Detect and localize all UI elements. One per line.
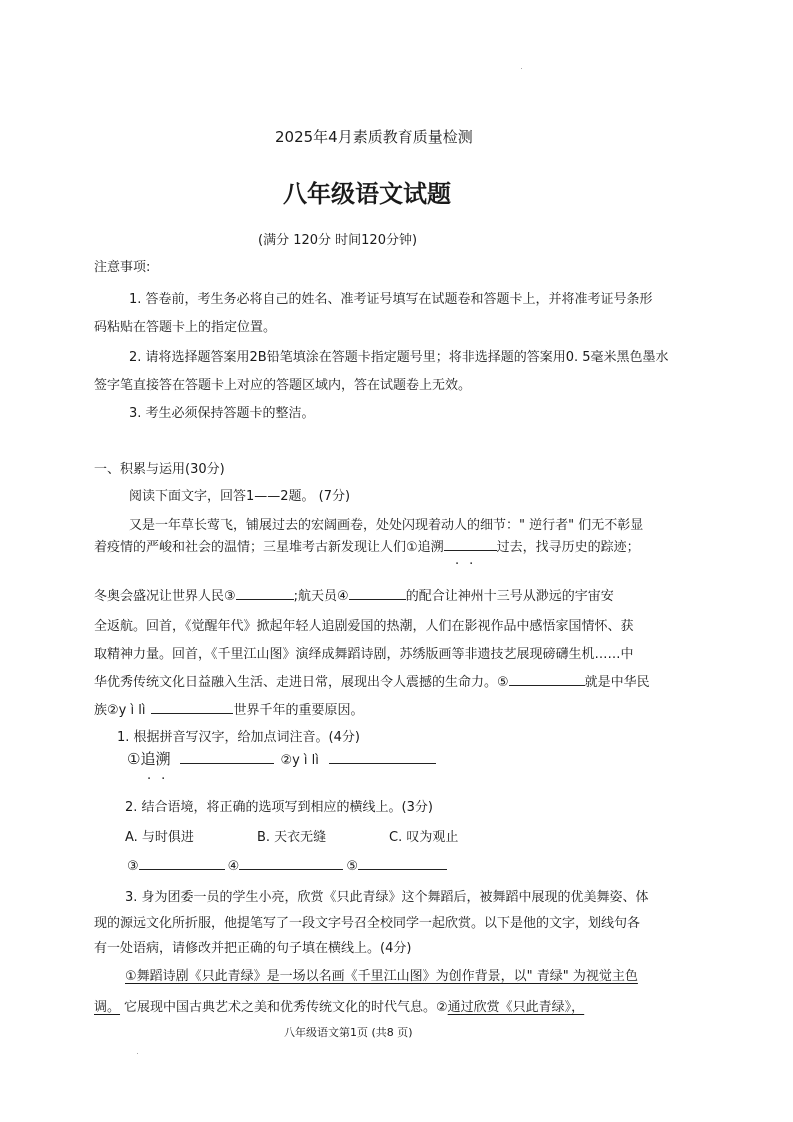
page-title: 八年级语文试题	[283, 180, 451, 208]
underlined-sentence-1-end: 调。	[94, 1000, 121, 1015]
passage-line-2	[94, 536, 640, 555]
question-1-item-2: ②y ì lì	[280, 753, 319, 768]
option-b: B. 天衣无缝	[257, 830, 327, 845]
notes-heading: 注意事项:	[94, 260, 151, 275]
answer-blank[interactable]	[239, 857, 343, 870]
emphasis-dots: ··	[147, 772, 176, 787]
question-3-line-5	[94, 996, 584, 1015]
answer-blank[interactable]	[139, 857, 225, 870]
question-1-prompt: 1. 根据拼音写汉字，给加点词注音。(4分)	[117, 730, 360, 745]
scan-speck	[137, 1053, 138, 1054]
blank-line	[151, 701, 233, 714]
question-3-line-1: 3. 身为团委一员的学生小亮，欣赏《只此青绿》这个舞蹈后，被舞蹈中展现的优美舞姿、体	[125, 890, 649, 905]
question-1-item-1: ①追溯	[127, 750, 171, 768]
note-2-line-1: 2. 请将选择题答案用2B铅笔填涂在答题卡指定题号里；将非选择题的答案用0. 5毫米黑色墨水	[129, 350, 669, 365]
sentence-body: 它展现中国古典艺术之美和优秀传统文化的时代气息。②	[124, 1000, 448, 1015]
question-2-prompt: 2. 结合语境，将正确的选项写到相应的横线上。(3分)	[125, 800, 433, 815]
answer-blank[interactable]	[329, 751, 436, 764]
scan-speck	[521, 68, 522, 69]
passage-line-7-start: 族②y ì lì	[94, 703, 146, 718]
note-2-line-2: 签字笔直接答在答题卡上对应的答题区域内，答在试题卷上无效。	[94, 378, 472, 393]
underlined-sentence-1: ①舞蹈诗剧《只此青绿》是一场以名画《千里江山图》为创作背景，以" 青绿" 为视觉主色	[125, 969, 638, 984]
blank-line	[349, 587, 406, 600]
passage-line-7	[94, 699, 363, 718]
passage-line-4: 全返航。回首，《觉醒年代》掀起年轻人追剧爱国的热潮，人们在影视作品中感悟家国情怀、获	[94, 619, 634, 634]
blank-line	[509, 673, 585, 686]
passage-line-2-end: 过去，找寻历史的踪迹；	[496, 540, 640, 555]
question-1-items	[127, 748, 436, 769]
passage-line-7-end: 世界千年的重要原因。	[233, 703, 364, 718]
underlined-sentence-2: 通过欣赏《只此青绿》，	[447, 1000, 585, 1015]
blank-label-3: ③	[127, 859, 139, 874]
blank-label-5: ⑤	[346, 859, 358, 874]
blank-label-4: ④	[227, 859, 240, 874]
answer-blank[interactable]	[358, 857, 447, 870]
passage-line-3-mid: ;航天员④	[293, 589, 349, 604]
note-1-line-2: 码粘贴在答题卡上的指定位置。	[94, 320, 277, 335]
passage-line-3-start: 冬奥会盛况让世界人民③	[94, 589, 236, 604]
question-3-line-2: 现的源远文化所折服，他提笔写了一段文字号召全校同学一起欣赏。以下是他的文字，划线句各	[94, 916, 641, 931]
blank-line	[444, 538, 497, 551]
passage-line-3-end: 的配合让神州十三号从渺远的宇宙安	[405, 589, 614, 604]
passage-line-6-end: 就是中华民	[584, 675, 650, 690]
emphasis-dots: ··	[455, 557, 484, 572]
passage-line-5: 取精神力量。回首，《千里江山图》演绎成舞蹈诗剧，苏绣版画等非遗技艺展现磅礴生机……中	[94, 647, 634, 662]
note-3: 3. 考生必须保持答题卡的整洁。	[129, 406, 315, 421]
option-c: C. 叹为观止	[389, 830, 459, 845]
passage-line-6-start: 华优秀传统文化日益融入生活、走进日常，展现出令人震撼的生命力。⑤	[94, 675, 509, 690]
page-footer: 八年级语文第1页 (共8 页)	[284, 1026, 413, 1039]
blank-line	[236, 587, 294, 600]
passage-line-3	[94, 585, 614, 604]
exam-title: 2025年4月素质教育质量检测	[275, 128, 473, 146]
question-2-blanks	[127, 857, 447, 874]
score-time-info: (满分 120分 时间120分钟)	[258, 233, 418, 248]
passage-line-2-start: 着疫情的严峻和社会的温情；三星堆考古新发现让人们①追溯	[94, 540, 444, 555]
option-a: A. 与时俱进	[125, 830, 194, 845]
passage-line-1: 又是一年草长莺飞，铺展过去的宏阔画卷，处处闪现着动人的细节：" 逆行者" 们无不彰显	[129, 518, 644, 533]
answer-blank[interactable]	[180, 751, 274, 764]
question-3-line-3: 有一处语病，请修改并把正确的句子填在横线上。(4分)	[94, 941, 412, 956]
section-heading: 一、积累与运用(30分)	[94, 462, 225, 477]
passage-instruction: 阅读下面文字，回答1——2题。 (7分)	[129, 489, 351, 504]
note-1-line-1: 1. 答卷前，考生务必将自己的姓名、准考证号填写在试题卷和答题卡上，并将准考证号条形	[129, 292, 653, 307]
passage-line-6	[94, 671, 650, 690]
